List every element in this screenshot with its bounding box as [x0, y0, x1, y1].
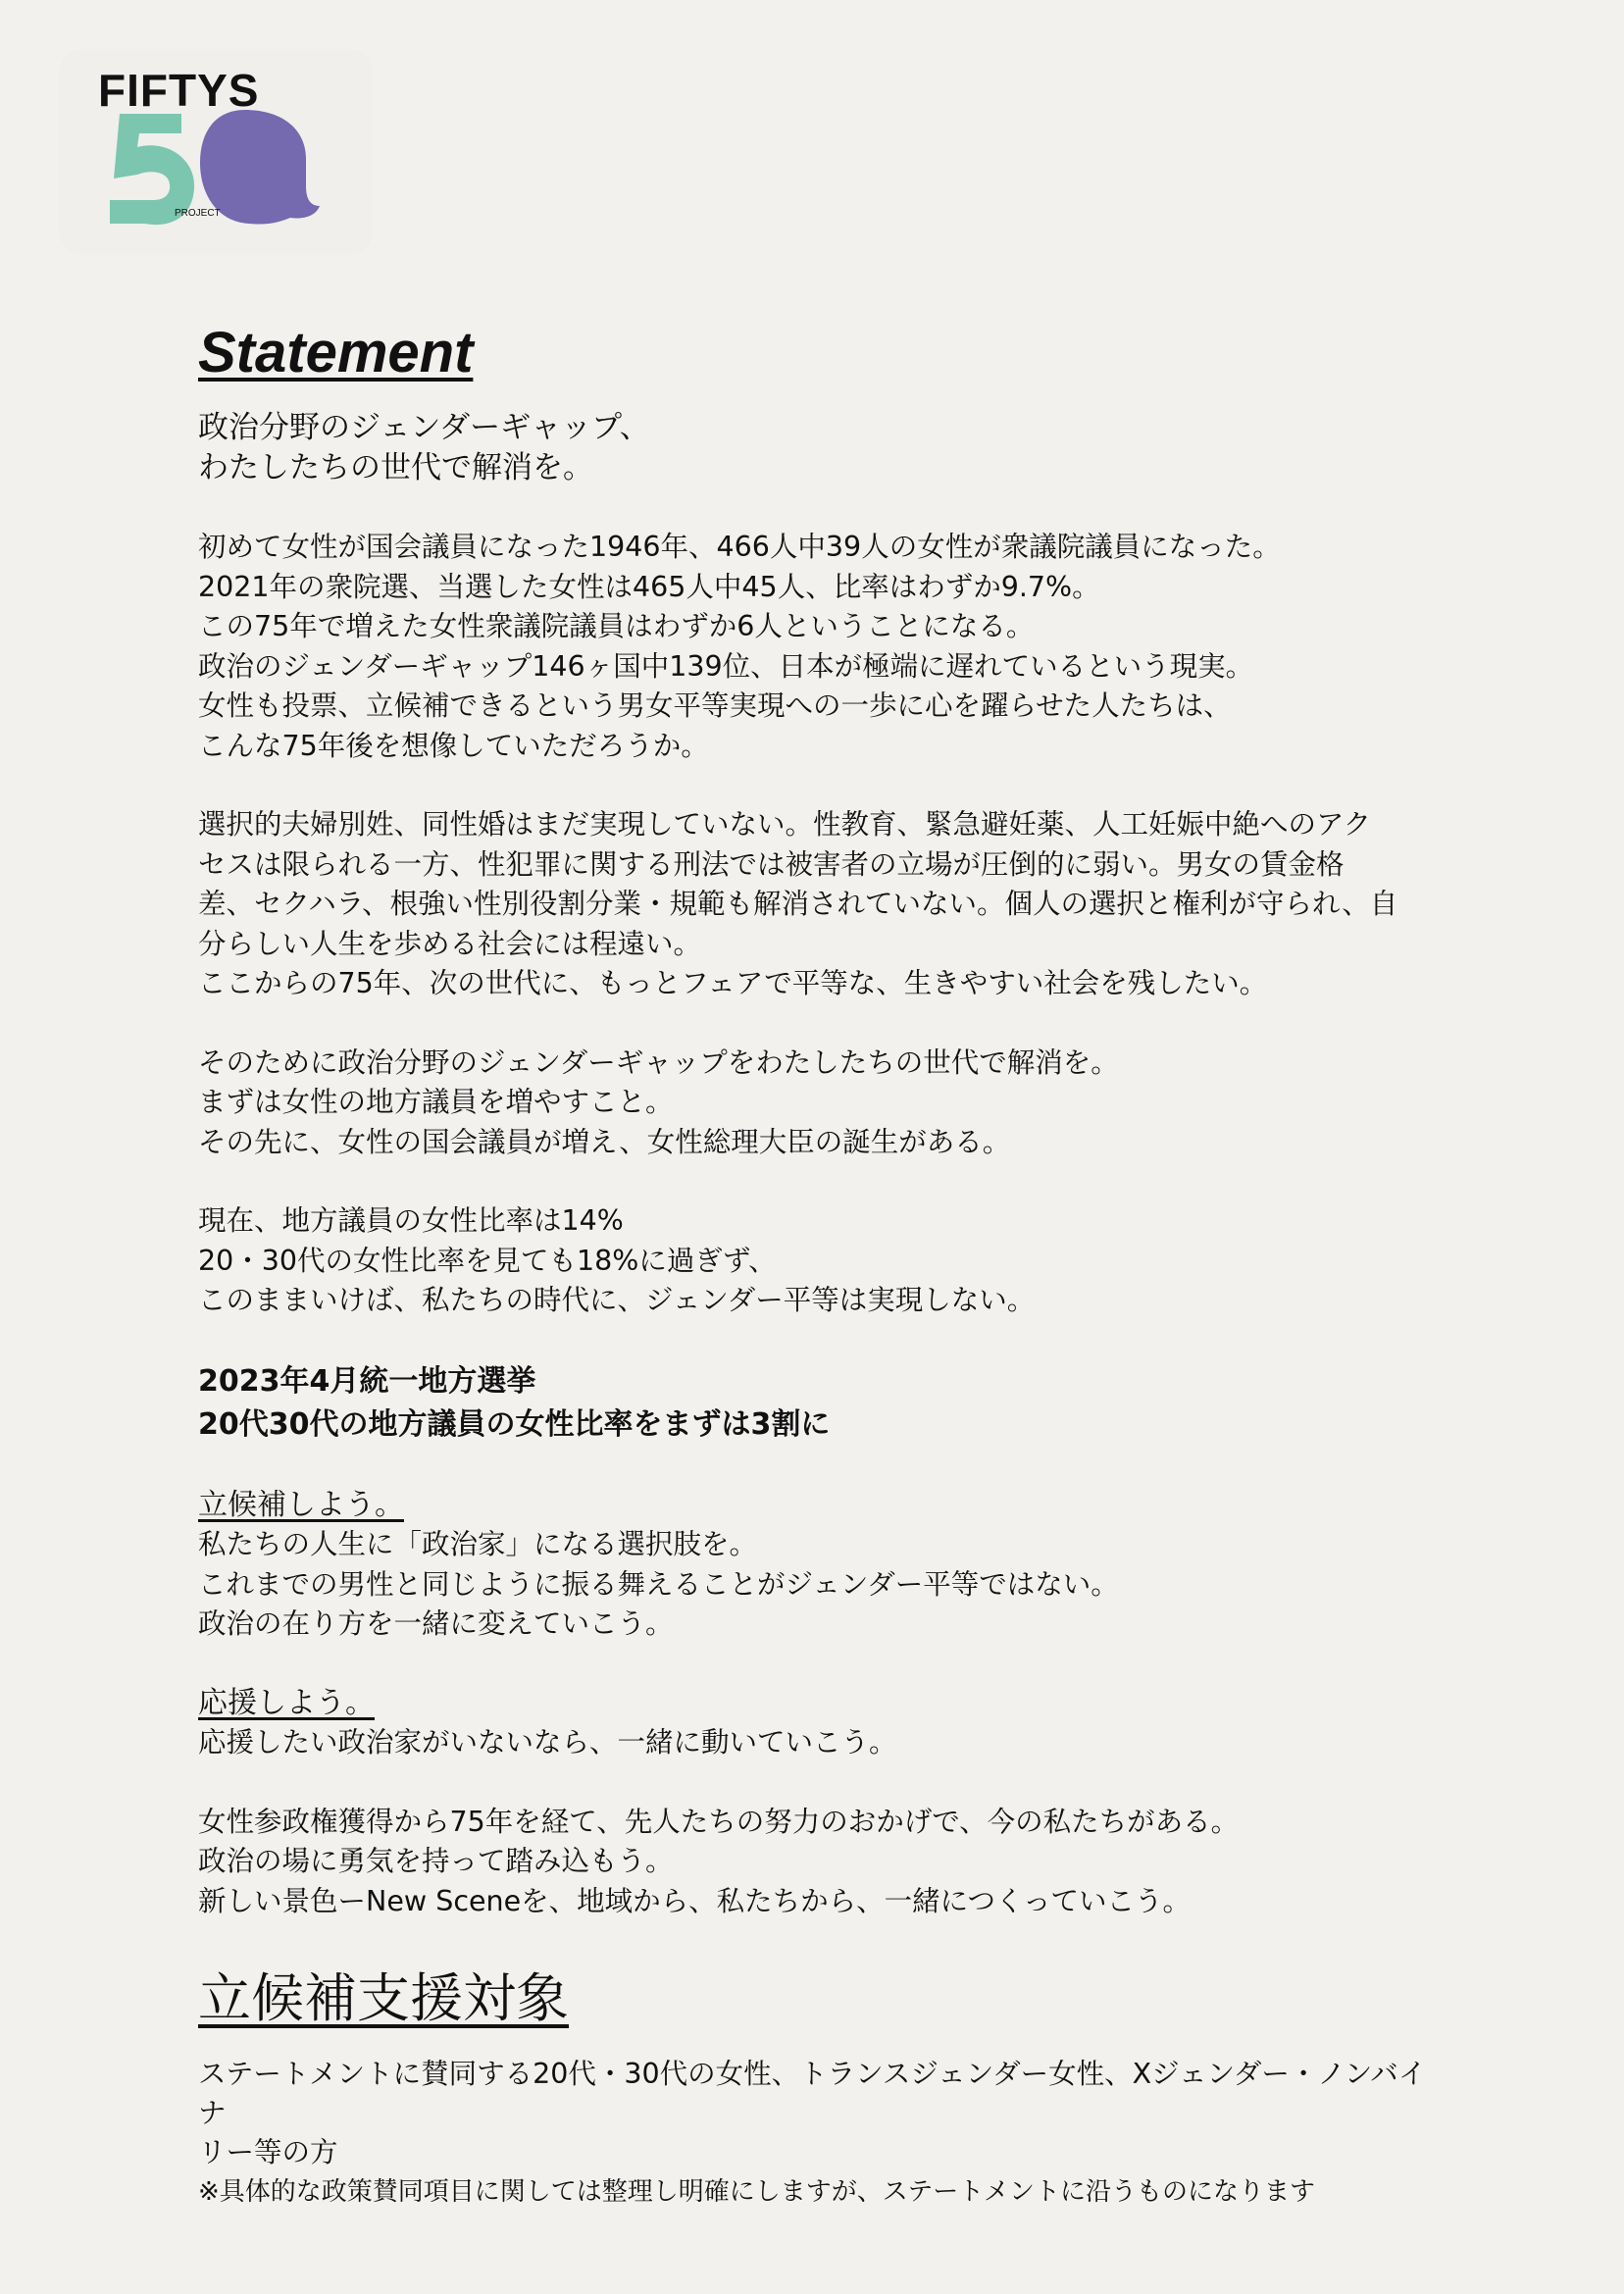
paragraph-line: 選択的夫婦別姓、同性婚はまだ実現していない。性教育、緊急避妊薬、人工妊娠中絶へのアク: [198, 808, 1372, 841]
paragraph-line: 政治のジェンダーギャップ146ヶ国中139位、日本が極端に遅れているという現実。: [198, 649, 1254, 683]
paragraph-line: 現在、地方議員の女性比率は14%: [198, 1204, 624, 1237]
paragraph-line: まずは女性の地方議員を増やすこと。: [198, 1086, 674, 1118]
paragraph-line: ここからの75年、次の世代に、もっとフェアで平等な、生きやすい社会を残したい。: [198, 967, 1268, 999]
logo-subtitle: PROJECT: [175, 208, 221, 219]
goal-line: 2023年4月統一地方選挙: [198, 1363, 536, 1399]
history-paragraph: [198, 528, 1453, 766]
support-heading: 応援しよう。: [198, 1685, 375, 1720]
paragraph-line: 応援したい政治家がいないなら、一緒に動いていこう。: [198, 1726, 897, 1759]
paragraph-line: 女性参政権獲得から75年を経て、先人たちの努力のおかげで、今の私たちがある。: [198, 1805, 1240, 1838]
statement-heading: Statement: [198, 321, 474, 384]
paragraph-line: 新しい景色ーNew Sceneを、地域から、私たちから、一緒につくっていこう。: [198, 1884, 1191, 1917]
statement-lead: [198, 408, 1453, 488]
paragraph-line: これまでの男性と同じように振る舞えることがジェンダー平等ではない。: [198, 1567, 1119, 1601]
statement-document: [198, 316, 1453, 2212]
target-heading: 立候補支援対象: [198, 1967, 569, 2029]
target-section: [198, 2055, 1453, 2212]
goal-paragraph: [198, 1360, 1453, 1447]
paragraph-line: 2021年の衆院選、当選した女性は465人中45人、比率はわずか9.7%。: [198, 570, 1100, 603]
issues-paragraph: [198, 805, 1453, 1004]
support-section: [198, 1684, 1453, 1763]
lead-line: わたしたちの世代で解消を。: [198, 450, 593, 485]
paragraph-line: 政治の場に勇気を持って踏み込もう。: [198, 1845, 674, 1877]
closing-paragraph: [198, 1803, 1453, 1922]
paragraph-line: 女性も投票、立候補できるという男女平等実現への一歩に心を躍らせた人たちは、: [198, 689, 1232, 722]
run-section: [198, 1486, 1453, 1645]
paragraph-line: 分らしい人生を歩める社会には程遠い。: [198, 927, 702, 960]
paragraph-line: 初めて女性が国会議員になった1946年、466人中39人の女性が衆議院議員になった。: [198, 531, 1281, 563]
paragraph-line: 私たちの人生に「政治家」になる選択肢を。: [198, 1528, 758, 1560]
paragraph-line: そのために政治分野のジェンダーギャップをわたしたちの世代で解消を。: [198, 1045, 1119, 1079]
paragraph-line: 20・30代の女性比率を見ても18%に過ぎず、: [198, 1244, 777, 1277]
target-line: リー等の方: [198, 2136, 338, 2168]
lead-line: 政治分野のジェンダーギャップ、: [198, 410, 650, 445]
target-note: ※具体的な政策賛同項目に関しては整理し明確にしますが、ステートメントに沿うものになります: [198, 2177, 1316, 2207]
target-line: ステートメントに賛同する20代・30代の女性、トランスジェンダー女性、Xジェンダー・ノンバイナ: [198, 2058, 1427, 2129]
paragraph-line: この75年で増えた女性衆議院議員はわずか6人ということになる。: [198, 610, 1035, 642]
fifty-logo-graphic: [59, 49, 373, 255]
paragraph-line: こんな75年後を想像していただろうか。: [198, 729, 709, 762]
paragraph-line: その先に、女性の国会議員が増え、女性総理大臣の誕生がある。: [198, 1125, 1011, 1158]
mission-paragraph: [198, 1044, 1453, 1163]
run-heading: 立候補しよう。: [198, 1487, 404, 1522]
paragraph-line: 差、セクハラ、根強い性別役割分業・規範も解消されていない。個人の選択と権利が守られ、自: [198, 888, 1398, 920]
fiftys-project-logo: [59, 49, 373, 255]
goal-line: 20代30代の地方議員の女性比率をまずは3割に: [198, 1406, 831, 1442]
paragraph-line: セスは限られる一方、性犯罪に関する刑法では被害者の立場が圧倒的に弱い。男女の賃金格: [198, 847, 1345, 881]
logo-wordmark: FIFTYS: [98, 65, 260, 116]
current-status-paragraph: [198, 1201, 1453, 1321]
paragraph-line: このままいけば、私たちの時代に、ジェンダー平等は実現しない。: [198, 1284, 1036, 1316]
paragraph-line: 政治の在り方を一緒に変えていこう。: [198, 1607, 674, 1640]
